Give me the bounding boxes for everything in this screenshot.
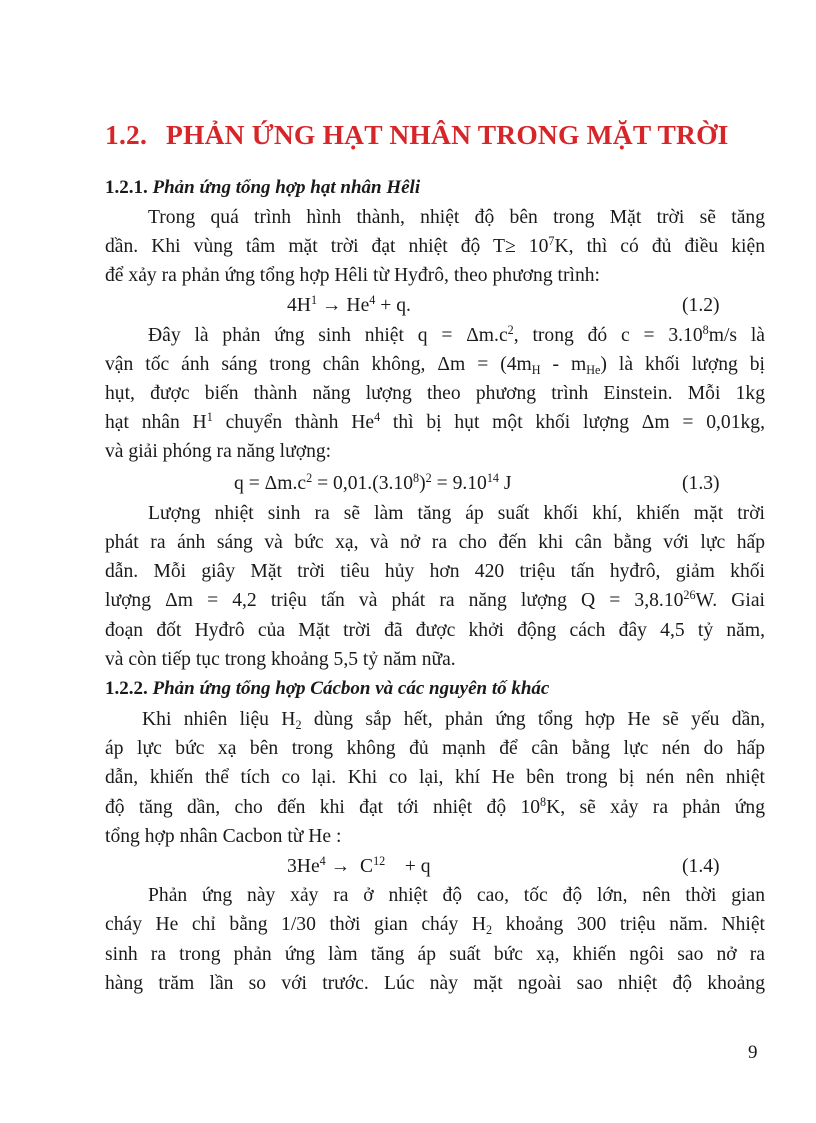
paragraph-line: cháy He chỉ bằng 1/30 thời gian cháy $H_2$ khoảng 300 triệu năm. Nhiệt bbox=[105, 914, 765, 937]
equation-1-4: $3He^4 \to C^{12}$ + q bbox=[287, 854, 431, 877]
equation-number: (1.3) bbox=[682, 473, 720, 494]
subsection-title: Phản ứng tổng hợp Cácbon và các nguyên tố khác bbox=[152, 678, 550, 699]
equation-1-3: $q = \Delta m.c^2 = 0,01.(3.10^8)^2 = 9.10^{14}$ J bbox=[234, 471, 512, 494]
paragraph-line: hàng trăm lần so với trước. Lúc này mặt ngoài sao nhiệt độ khoảng bbox=[105, 973, 765, 994]
paragraph-line: tổng hợp nhân Cacbon từ He : bbox=[105, 826, 342, 847]
paragraph-line: và còn tiếp tục trong khoảng 5,5 tỷ năm nữa. bbox=[105, 649, 456, 670]
paragraph-line: dẫn, khiến thể tích co lại. Khi co lại, khí He bên trong bị nén nên nhiệt bbox=[105, 767, 765, 788]
equation-number: (1.4) bbox=[682, 856, 720, 877]
paragraph-line: Lượng nhiệt sinh ra sẽ làm tăng áp suất khối khí, khiến mặt trời bbox=[148, 503, 765, 524]
section-number: 1.2. bbox=[105, 119, 148, 150]
paragraph-line: hụt, được biến thành năng lượng theo phương trình Einstein. Mỗi 1kg bbox=[105, 383, 765, 404]
paragraph-line: dần. Khi vùng tâm mặt trời đạt nhiệt độ $T\ge 10^7K$, thì có đủ điều kiện bbox=[105, 235, 765, 257]
subsection-number: 1.2.1. bbox=[105, 177, 148, 198]
paragraph-line: đoạn đốt Hyđrô của Mặt trời đã được khởi động cách đây 4,5 tỷ năm, bbox=[105, 620, 765, 641]
paragraph-line: độ tăng dần, cho đến khi đạt tới nhiệt độ $10^8K$, sẽ xảy ra phản ứng bbox=[105, 796, 765, 818]
paragraph-line: lượng Δm = 4,2 triệu tấn và phát ra năng lượng $Q = 3,8.10^{26}W$. Giai bbox=[105, 589, 765, 611]
paragraph-line: Trong quá trình hình thành, nhiệt độ bên trong Mặt trời sẽ tăng bbox=[148, 207, 765, 228]
paragraph-line: hạt nhân $H^1$ chuyển thành He$^4$ thì bị hụt một khối lượng Δm = 0,01kg, bbox=[105, 411, 765, 433]
equation-1-2: $4H^1 \to He^4 + q$. bbox=[287, 293, 411, 316]
equation-number: (1.2) bbox=[682, 295, 720, 316]
page-number: 9 bbox=[748, 1042, 758, 1063]
subsection-title: Phản ứng tổng hợp hạt nhân Hêli bbox=[152, 177, 421, 198]
paragraph-line: để xảy ra phản ứng tổng hợp Hêli từ Hyđrô, theo phương trình: bbox=[105, 265, 600, 286]
paragraph-line: Phản ứng này xảy ra ở nhiệt độ cao, tốc độ lớn, nên thời gian bbox=[148, 885, 765, 906]
paragraph-line: Khi nhiên liệu $H_2$ dùng sắp hết, phản ứng tổng hợp He sẽ yếu dần, bbox=[142, 709, 765, 732]
section-title: PHẢN ỨNG HẠT NHÂN TRONG MẶT TRỜI bbox=[166, 119, 729, 150]
subsection-heading-1-2-2 bbox=[105, 678, 549, 700]
subsection-number: 1.2.2. bbox=[105, 678, 148, 699]
paragraph-line: áp lực bức xạ bên trong không đủ mạnh để cân bằng lực nén do hấp bbox=[105, 738, 765, 759]
paragraph-line: dẫn. Mỗi giây Mặt trời tiêu hủy hơn 420 triệu tấn hyđrô, giảm khối bbox=[105, 561, 765, 582]
section-heading bbox=[105, 119, 729, 151]
paragraph-line: vận tốc ánh sáng trong chân không, $\Delta m = (4m_H - m_{He})$ là khối lượng bị bbox=[105, 354, 765, 377]
subsection-heading-1-2-1 bbox=[105, 177, 420, 199]
paragraph-line: và giải phóng ra năng lượng: bbox=[105, 441, 332, 462]
paragraph-line: Đây là phản ứng sinh nhiệt $q = \Delta m.c^2$, trong đó $c = 3.10^8m/s$ là bbox=[148, 324, 765, 346]
paragraph-line: sinh ra trong phản ứng làm tăng áp suất bức xạ, khiến ngôi sao nở ra bbox=[105, 944, 765, 965]
paragraph-line: phát ra ánh sáng và bức xạ, và nở ra cho đến khi cân bằng với lực hấp bbox=[105, 532, 765, 553]
